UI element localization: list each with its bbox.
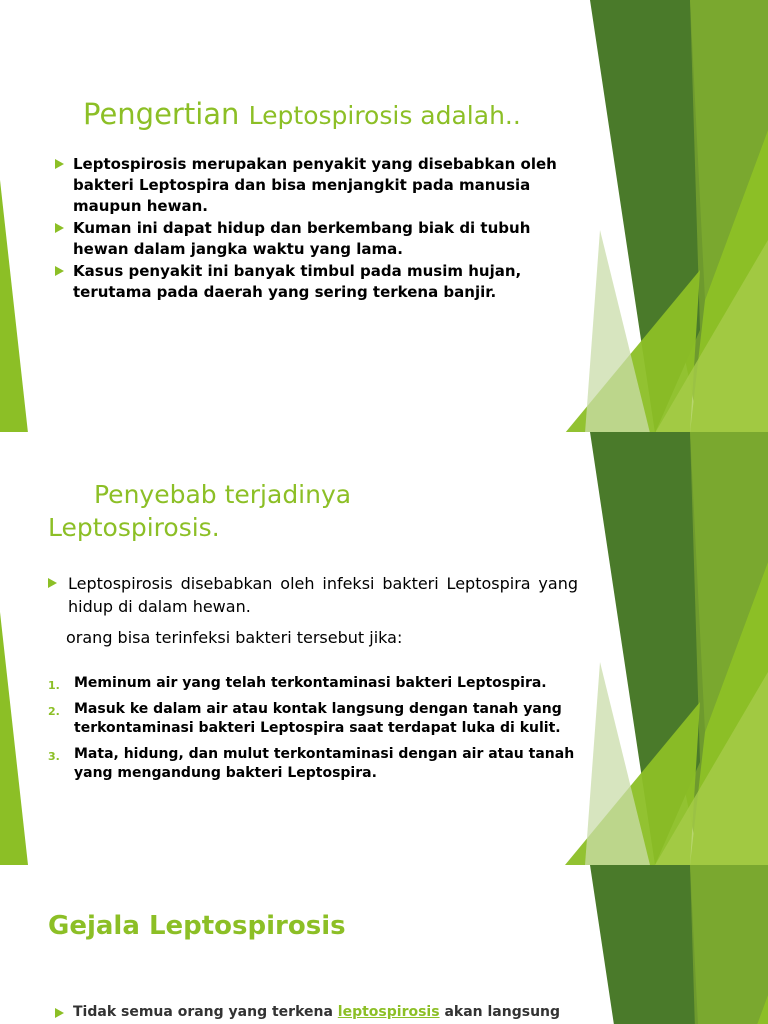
list-item: [48, 700, 578, 738]
list-item: [55, 218, 575, 260]
bullet-arrow-icon: [55, 223, 64, 233]
list-item: [48, 745, 578, 783]
bullet-arrow-icon: [55, 266, 64, 276]
list-item: [48, 572, 578, 618]
slide-1: [0, 0, 768, 432]
title-line-1: Penyebab terjadinya: [94, 480, 352, 509]
item-text: Mata, hidung, dan mulut terkontaminasi dengan air atau tanah yang mengandung bakteri Leptospira.: [74, 746, 575, 781]
bullet-text-before: Tidak semua orang yang terkena: [73, 1004, 338, 1020]
title-line-2: Leptospirosis.: [48, 513, 220, 542]
slide-3-decoration: [0, 865, 768, 1024]
definition-list: [55, 154, 575, 303]
bullet-arrow-icon: [55, 159, 64, 169]
bullet-text-after: akan langsung: [439, 1004, 561, 1020]
slide-2: [0, 432, 768, 865]
item-number: 2.: [48, 705, 60, 718]
item-text: Masuk ke dalam air atau kontak langsung dengan tanah yang terkontaminasi bakteri Leptospira saat terdapat luka di kulit.: [74, 701, 562, 736]
numbered-list: [48, 674, 578, 783]
bullet-text: Kasus penyakit ini banyak timbul pada musim hujan, terutama pada daerah yang sering terkena banjir.: [73, 262, 522, 301]
page-title: [83, 96, 521, 134]
bullet-arrow-icon: [55, 1008, 64, 1018]
list-item: [48, 674, 578, 693]
subtext: orang bisa terinfeksi bakteri tersebut jika:: [66, 628, 403, 647]
title-main: Leptospirosis adalah..: [248, 101, 521, 130]
item-number: 3.: [48, 750, 60, 763]
bullet-text: Leptospirosis merupakan penyakit yang disebabkan oleh bakteri Leptospira dan bisa menjangkit pada manusia maupun hewan.: [73, 155, 557, 215]
list-item: [55, 261, 575, 303]
slide-3: [0, 865, 768, 1024]
bullet-text: Kuman ini dapat hidup dan berkembang biak di tubuh hewan dalam jangka waktu yang lama.: [73, 219, 531, 258]
leptospirosis-link[interactable]: leptospirosis: [337, 1004, 440, 1020]
section-title: [48, 478, 351, 544]
list-item: [55, 154, 575, 217]
item-number: 1.: [48, 679, 60, 692]
symptom-list: [55, 1003, 585, 1022]
item-text: Meminum air yang telah terkontaminasi bakteri Leptospira.: [74, 675, 547, 691]
list-item: [55, 1003, 585, 1022]
section-title: Gejala Leptospirosis: [48, 911, 346, 941]
bullet-arrow-icon: [48, 578, 57, 588]
cause-list: [48, 572, 578, 618]
title-prefix: Pengertian: [83, 97, 249, 131]
bullet-text: Leptospirosis disebabkan oleh infeksi bakteri Leptospira yang hidup di dalam hewan.: [68, 574, 578, 616]
